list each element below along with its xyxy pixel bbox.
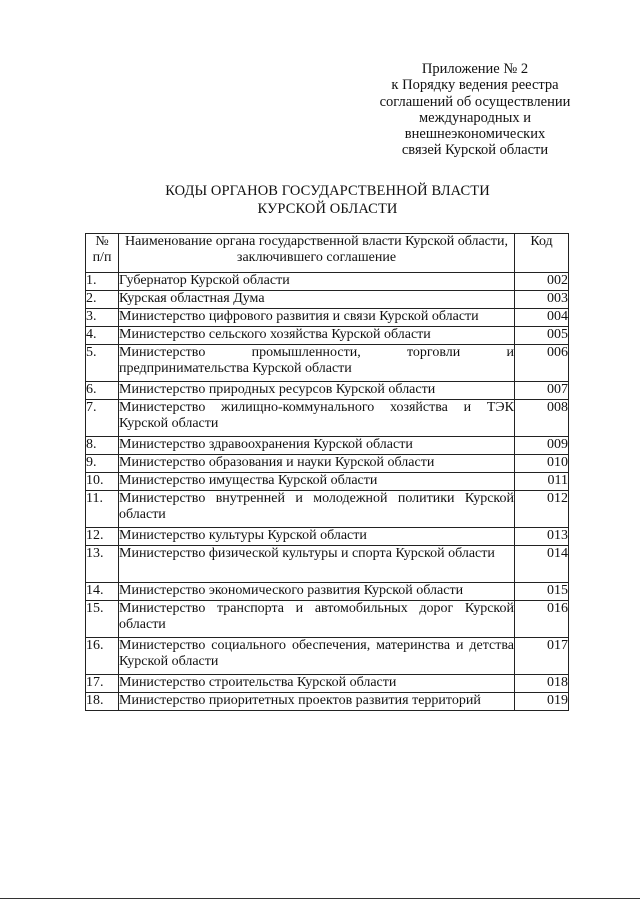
- row-code: 015: [515, 583, 569, 601]
- row-name: Министерство транспорта и автомобильных дорог Курской области: [119, 601, 515, 638]
- table-row: [86, 455, 569, 473]
- row-name: Министерство экономического развития Курской области: [119, 583, 515, 601]
- row-number: 17.: [86, 675, 119, 693]
- title-line: КОДЫ ОРГАНОВ ГОСУДАРСТВЕННОЙ ВЛАСТИ: [165, 183, 490, 199]
- annex-line: соглашений об осуществлении: [379, 93, 571, 110]
- row-code: 013: [515, 528, 569, 546]
- row-name: Министерство образования и науки Курской области: [119, 455, 515, 473]
- row-name: Министерство здравоохранения Курской области: [119, 437, 515, 455]
- row-number: 6.: [86, 382, 119, 400]
- row-code: 012: [515, 491, 569, 528]
- row-name: Министерство социального обеспечения, материнства и детства Курской области: [119, 638, 515, 675]
- row-number: 13.: [86, 546, 119, 583]
- table-row: [86, 382, 569, 400]
- row-code: 002: [515, 273, 569, 291]
- annex-line: внешнеэкономических: [404, 126, 546, 143]
- row-name: Министерство физической культуры и спорта Курской области: [119, 546, 515, 583]
- document-title: [0, 182, 640, 218]
- row-number: 12.: [86, 528, 119, 546]
- row-name: Министерство строительства Курской области: [119, 675, 515, 693]
- row-number: 3.: [86, 309, 119, 327]
- row-code: 008: [515, 400, 569, 437]
- row-code: 006: [515, 345, 569, 382]
- annex-block: [372, 61, 578, 159]
- table-row: [86, 473, 569, 491]
- row-code: 011: [515, 473, 569, 491]
- row-code: 003: [515, 291, 569, 309]
- table-row: [86, 583, 569, 601]
- row-number: 7.: [86, 400, 119, 437]
- row-code: 004: [515, 309, 569, 327]
- header-num: [86, 234, 119, 273]
- annex-line: к Порядку ведения реестра: [391, 77, 559, 94]
- table-row: [86, 491, 569, 528]
- row-number: 10.: [86, 473, 119, 491]
- row-code: 016: [515, 601, 569, 638]
- row-number: 2.: [86, 291, 119, 309]
- row-code: 014: [515, 546, 569, 583]
- row-number: 5.: [86, 345, 119, 382]
- row-code: 007: [515, 382, 569, 400]
- annex-line: международных и: [418, 109, 532, 126]
- header-name: Наименование органа государственной власти Курской области, заключившего соглашение: [119, 234, 515, 273]
- title-line: КУРСКОЙ ОБЛАСТИ: [257, 201, 398, 217]
- row-number: 4.: [86, 327, 119, 345]
- row-name: Министерство приоритетных проектов развития территорий: [119, 693, 515, 711]
- row-name: Курская областная Дума: [119, 291, 515, 309]
- table-row: [86, 437, 569, 455]
- row-name: Губернатор Курской области: [119, 273, 515, 291]
- row-code: 019: [515, 693, 569, 711]
- table-row: [86, 638, 569, 675]
- row-number: 9.: [86, 455, 119, 473]
- row-name: Министерство промышленности, торговли и предпринимательства Курской области: [119, 345, 515, 382]
- row-name: Министерство культуры Курской области: [119, 528, 515, 546]
- table-row: [86, 601, 569, 638]
- table-row: [86, 528, 569, 546]
- row-code: 018: [515, 675, 569, 693]
- annex-line: связей Курской области: [401, 142, 549, 159]
- row-name: Министерство имущества Курской области: [119, 473, 515, 491]
- table-row: [86, 400, 569, 437]
- header-code: Код: [515, 234, 569, 273]
- row-number: 18.: [86, 693, 119, 711]
- row-name: Министерство сельского хозяйства Курской области: [119, 327, 515, 345]
- row-code: 017: [515, 638, 569, 675]
- row-code: 009: [515, 437, 569, 455]
- codes-table: [85, 233, 569, 711]
- row-number: 16.: [86, 638, 119, 675]
- row-code: 005: [515, 327, 569, 345]
- table-row: [86, 345, 569, 382]
- row-code: 010: [515, 455, 569, 473]
- row-number: 1.: [86, 273, 119, 291]
- annex-number: Приложение № 2: [421, 61, 529, 77]
- row-name: Министерство жилищно-коммунального хозяйства и ТЭК Курской области: [119, 400, 515, 437]
- table-row: [86, 693, 569, 711]
- row-name: Министерство внутренней и молодежной политики Курской области: [119, 491, 515, 528]
- table-header-row: [86, 234, 569, 273]
- row-name: Министерство природных ресурсов Курской области: [119, 382, 515, 400]
- scan-bottom-edge: [0, 898, 640, 899]
- row-number: 8.: [86, 437, 119, 455]
- row-number: 11.: [86, 491, 119, 528]
- table-row: [86, 675, 569, 693]
- table-row: [86, 327, 569, 345]
- table-row: [86, 273, 569, 291]
- table-row: [86, 546, 569, 583]
- header-num-abbr: п/п: [92, 250, 112, 265]
- table-row: [86, 309, 569, 327]
- row-number: 14.: [86, 583, 119, 601]
- row-number: 15.: [86, 601, 119, 638]
- header-num-symbol: №: [95, 234, 109, 249]
- row-name: Министерство цифрового развития и связи Курской области: [119, 309, 515, 327]
- table-row: [86, 291, 569, 309]
